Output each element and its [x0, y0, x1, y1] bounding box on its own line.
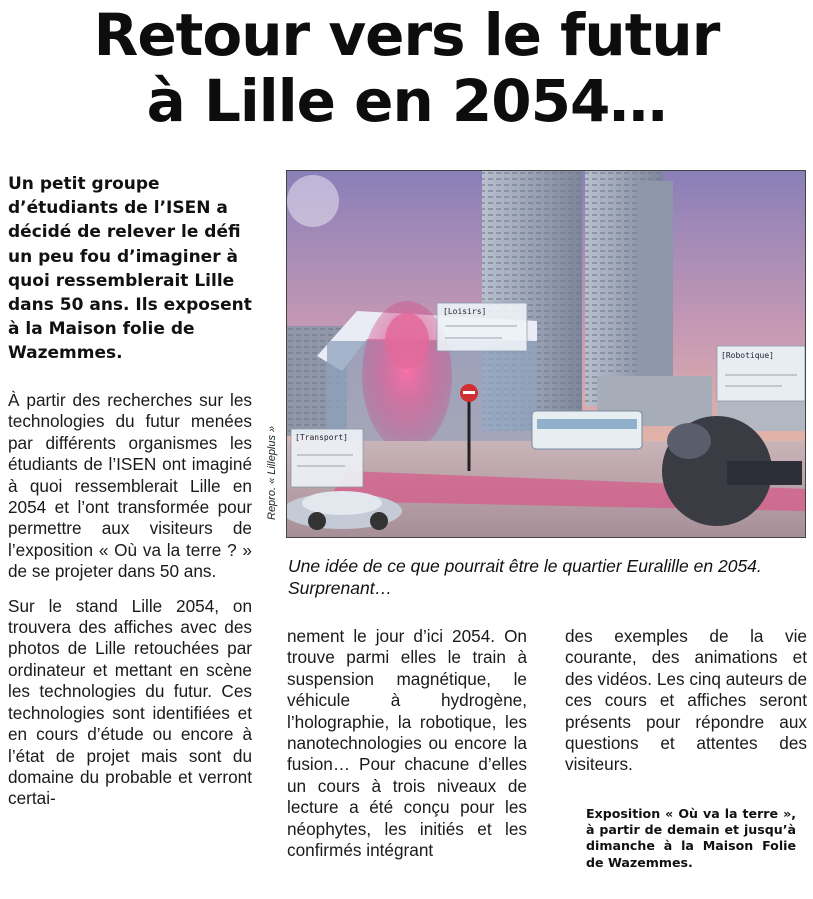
column-3-paragraph: des exemples de la vie courante, des animations et des vidéos. Les cinq auteurs de ces cours et affiches seront présents pour répondre aux questions et attentes des visiteurs. — [565, 626, 807, 775]
column-3 — [565, 626, 807, 776]
futuristic-city-image — [287, 171, 806, 538]
photo-label-loisirs: [Loisirs] — [443, 307, 487, 316]
column-1 — [8, 390, 252, 810]
headline — [0, 2, 813, 134]
column-1-paragraph-1: À partir des recherches sur les technologies du futur menées par différents organismes les étudiants de l’ISEN ont imaginé à quoi ressemblerait Lille en 2054 et l’ont transformée pour permettre aux visiteurs de l’exposition « Où va la terre ? » de se projeter dans 50 ans. — [8, 390, 252, 582]
exhibition-info-box: Exposition « Où va la terre », à partir de demain et jusqu’à dimanche à la Maison Folie de Wazemmes. — [586, 806, 796, 870]
column-2 — [287, 626, 527, 861]
photo-label-transport: [Transport] — [295, 433, 348, 442]
headline-line-1: Retour vers le futur — [93, 1, 720, 69]
photo-caption: Une idée de ce que pourrait être le quartier Euralille en 2054. Surprenant… — [288, 556, 762, 598]
photo-illustration — [286, 170, 806, 538]
photo-credit: Repro. « Lilleplus » — [266, 425, 278, 520]
column-1-paragraph-2: Sur le stand Lille 2054, on trouvera des affiches avec des photos de Lille retouchées par ordinateur et mettant en scène les technologies du futur. Ces technologies sont identifiées et en cours d’étude ou encore à l’état de projet mais sont du domaine du probable et verront certai- — [8, 595, 252, 809]
column-2-paragraph: nement le jour d’ici 2054. On trouve parmi elles le train à suspension magnétique, le véhicule à hydrogène, l’holographie, la robotique, les nanotechnologies ou encore la fusion… Pour chacune d’elles un cours à trois niveaux de lecture a été conçu pour les néophytes, les initiés et les confirmés intégrant — [287, 626, 527, 861]
lede-paragraph: Un petit groupe d’étudiants de l’ISEN a décidé de relever le défi un peu fou d’imaginer à quoi ressemblerait Lille dans 50 ans. Ils exposent à la Maison folie de Wazemmes. — [8, 174, 252, 364]
moon-shape — [287, 175, 339, 227]
headline-line-2: à Lille en 2054… — [146, 67, 667, 135]
photo-label-robotique: [Robotique] — [721, 351, 774, 360]
